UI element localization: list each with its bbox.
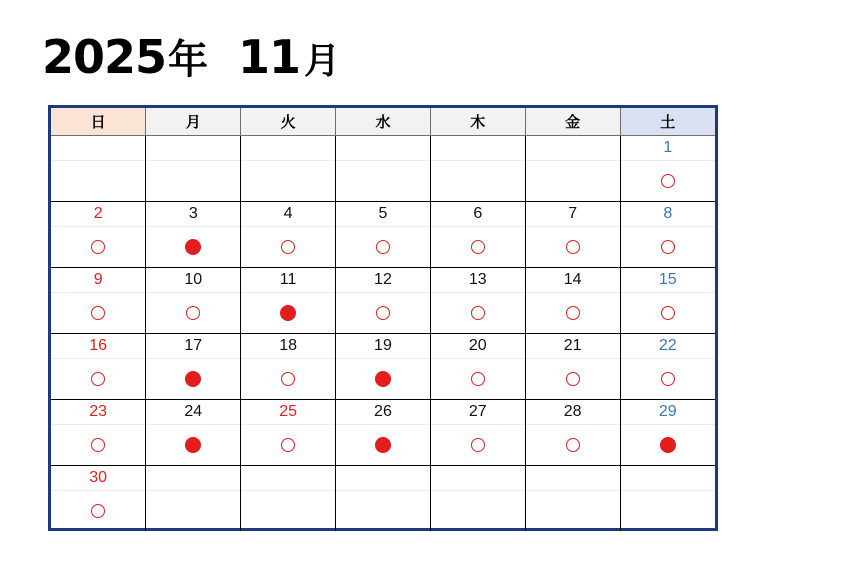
day-cell bbox=[241, 268, 336, 334]
day-cell bbox=[620, 334, 715, 400]
week-row bbox=[51, 136, 715, 202]
open-day-mark-icon bbox=[281, 240, 295, 254]
title-month: 11 bbox=[238, 30, 301, 84]
week-row bbox=[51, 334, 715, 400]
empty-cell bbox=[336, 136, 431, 202]
title-month-kanji: 月 bbox=[304, 41, 341, 82]
day-number: 18 bbox=[241, 334, 335, 359]
day-number bbox=[621, 466, 715, 491]
day-cell bbox=[430, 400, 525, 466]
closed-day-mark-icon bbox=[185, 239, 201, 255]
day-cell bbox=[241, 334, 336, 400]
empty-cell bbox=[620, 466, 715, 532]
closed-day-mark-icon bbox=[185, 371, 201, 387]
day-number: 10 bbox=[146, 268, 240, 293]
day-cell bbox=[620, 400, 715, 466]
open-day-mark-icon bbox=[471, 438, 485, 452]
weekday-wed: 水 bbox=[336, 108, 431, 136]
day-number: 16 bbox=[51, 334, 145, 359]
open-day-mark-icon bbox=[91, 240, 105, 254]
open-day-mark-icon bbox=[91, 438, 105, 452]
closed-day-mark-icon bbox=[660, 437, 676, 453]
day-cell bbox=[620, 268, 715, 334]
day-number: 13 bbox=[431, 268, 525, 293]
empty-cell bbox=[241, 136, 336, 202]
day-cell bbox=[51, 268, 146, 334]
closed-day-mark-icon bbox=[280, 305, 296, 321]
weekday-sun: 日 bbox=[51, 108, 146, 136]
day-cell bbox=[430, 334, 525, 400]
open-day-mark-icon bbox=[91, 306, 105, 320]
open-day-mark-icon bbox=[91, 504, 105, 518]
day-cell bbox=[146, 400, 241, 466]
open-day-mark-icon bbox=[566, 372, 580, 386]
empty-cell bbox=[525, 136, 620, 202]
open-day-mark-icon bbox=[471, 306, 485, 320]
day-number: 30 bbox=[51, 466, 145, 491]
day-number: 12 bbox=[336, 268, 430, 293]
day-cell bbox=[146, 268, 241, 334]
day-number: 25 bbox=[241, 400, 335, 425]
day-cell bbox=[525, 202, 620, 268]
day-number: 14 bbox=[526, 268, 620, 293]
day-number: 2 bbox=[51, 202, 145, 227]
day-number bbox=[431, 466, 525, 491]
day-number: 8 bbox=[621, 202, 715, 227]
weekday-header-row bbox=[51, 108, 715, 136]
open-day-mark-icon bbox=[661, 240, 675, 254]
open-day-mark-icon bbox=[661, 174, 675, 188]
open-day-mark-icon bbox=[471, 240, 485, 254]
day-number: 27 bbox=[431, 400, 525, 425]
day-cell bbox=[51, 466, 146, 532]
day-cell bbox=[525, 334, 620, 400]
open-day-mark-icon bbox=[281, 438, 295, 452]
day-cell bbox=[430, 268, 525, 334]
day-number: 23 bbox=[51, 400, 145, 425]
weekday-sat: 土 bbox=[620, 108, 715, 136]
open-day-mark-icon bbox=[661, 306, 675, 320]
day-cell bbox=[620, 202, 715, 268]
open-day-mark-icon bbox=[186, 306, 200, 320]
open-day-mark-icon bbox=[566, 438, 580, 452]
weekday-thu: 木 bbox=[430, 108, 525, 136]
day-number: 9 bbox=[51, 268, 145, 293]
day-cell bbox=[336, 400, 431, 466]
empty-cell bbox=[51, 136, 146, 202]
day-cell bbox=[336, 268, 431, 334]
day-cell bbox=[241, 202, 336, 268]
day-number bbox=[146, 466, 240, 491]
closed-day-mark-icon bbox=[185, 437, 201, 453]
open-day-mark-icon bbox=[376, 240, 390, 254]
empty-cell bbox=[241, 466, 336, 532]
open-day-mark-icon bbox=[566, 306, 580, 320]
day-cell bbox=[620, 136, 715, 202]
day-number bbox=[51, 136, 145, 161]
weekday-fri: 金 bbox=[525, 108, 620, 136]
day-number: 28 bbox=[526, 400, 620, 425]
day-number: 29 bbox=[621, 400, 715, 425]
empty-cell bbox=[430, 136, 525, 202]
week-row bbox=[51, 400, 715, 466]
day-cell bbox=[525, 268, 620, 334]
week-row bbox=[51, 268, 715, 334]
week-row bbox=[51, 466, 715, 532]
day-number: 1 bbox=[621, 136, 715, 161]
day-cell bbox=[51, 202, 146, 268]
closed-day-mark-icon bbox=[375, 371, 391, 387]
week-row bbox=[51, 202, 715, 268]
day-cell bbox=[525, 400, 620, 466]
day-number: 17 bbox=[146, 334, 240, 359]
day-number: 5 bbox=[336, 202, 430, 227]
title-year: 2025 bbox=[42, 30, 167, 84]
empty-cell bbox=[336, 466, 431, 532]
day-number bbox=[526, 466, 620, 491]
day-cell bbox=[51, 334, 146, 400]
open-day-mark-icon bbox=[471, 372, 485, 386]
day-number bbox=[241, 466, 335, 491]
day-cell bbox=[51, 400, 146, 466]
day-cell bbox=[241, 400, 336, 466]
calendar-title bbox=[42, 28, 340, 90]
day-number bbox=[146, 136, 240, 161]
day-number bbox=[526, 136, 620, 161]
day-number: 11 bbox=[241, 268, 335, 293]
open-day-mark-icon bbox=[566, 240, 580, 254]
day-number: 20 bbox=[431, 334, 525, 359]
day-number bbox=[431, 136, 525, 161]
day-number: 4 bbox=[241, 202, 335, 227]
closed-day-mark-icon bbox=[375, 437, 391, 453]
day-number: 19 bbox=[336, 334, 430, 359]
day-cell bbox=[336, 202, 431, 268]
day-number bbox=[241, 136, 335, 161]
open-day-mark-icon bbox=[661, 372, 675, 386]
empty-cell bbox=[430, 466, 525, 532]
calendar-grid bbox=[48, 105, 718, 531]
title-year-kanji: 年 bbox=[168, 37, 209, 83]
day-number: 3 bbox=[146, 202, 240, 227]
day-number: 26 bbox=[336, 400, 430, 425]
empty-cell bbox=[146, 466, 241, 532]
weekday-mon: 月 bbox=[146, 108, 241, 136]
day-cell bbox=[430, 202, 525, 268]
day-cell bbox=[146, 202, 241, 268]
day-number: 22 bbox=[621, 334, 715, 359]
day-number: 21 bbox=[526, 334, 620, 359]
day-number: 6 bbox=[431, 202, 525, 227]
day-cell bbox=[336, 334, 431, 400]
day-number: 15 bbox=[621, 268, 715, 293]
day-number bbox=[336, 136, 430, 161]
open-day-mark-icon bbox=[91, 372, 105, 386]
empty-cell bbox=[146, 136, 241, 202]
day-number: 24 bbox=[146, 400, 240, 425]
day-number: 7 bbox=[526, 202, 620, 227]
open-day-mark-icon bbox=[281, 372, 295, 386]
weekday-tue: 火 bbox=[241, 108, 336, 136]
open-day-mark-icon bbox=[376, 306, 390, 320]
day-number bbox=[336, 466, 430, 491]
day-cell bbox=[146, 334, 241, 400]
empty-cell bbox=[525, 466, 620, 532]
